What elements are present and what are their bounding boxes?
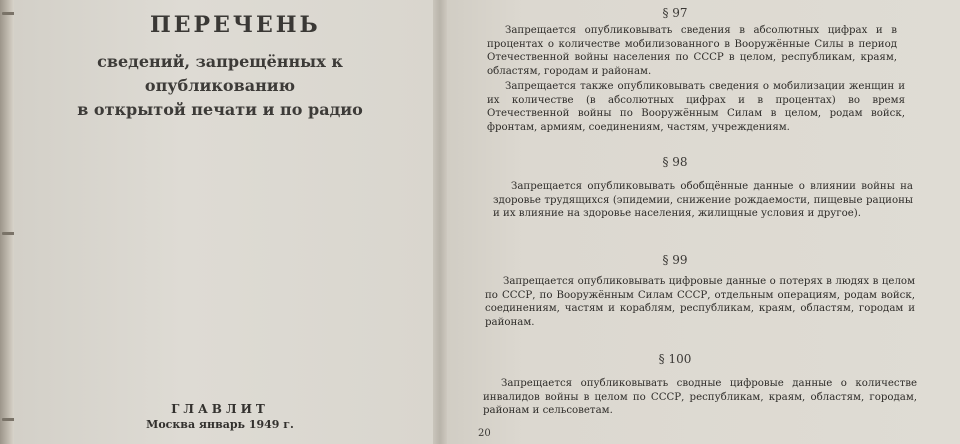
section-98-paragraph-1: Запрещается опубликовывать обобщённые данные о влиянии войны на здоровье трудящихся (эпидемии, снижение рождаемости, пищевые рационы и их влияние на здоровье населения, жилищные условия и другое). — [493, 181, 913, 220]
section-97-paragraph-1: Запрещается опубликовывать сведения в абсолютных цифрах и в процентах о количестве мобилизованного в Вооружённые Силы в период Отечественной войны населения по СССР в целом, республикам, краям, областям, городам и районам. — [487, 25, 897, 77]
subtitle-line: в открытой печати и по радио — [77, 100, 363, 119]
page-number: 20 — [478, 428, 491, 439]
section-heading-100: § 100 — [658, 352, 692, 366]
section-heading-98: § 98 — [662, 155, 688, 169]
section-heading-99: § 99 — [662, 253, 688, 267]
document-title: ПЕРЕЧЕНЬ — [150, 12, 321, 38]
document-subtitle — [40, 50, 400, 122]
section-97-paragraph-2: Запрещается также опубликовывать сведения о мобилизации женщин и их количестве (в абсолютных цифрах и в процентах) во время Отечественной войны по Вооружённым Силам в целом, родам войск, фронтам, армиям, соединениям, частям, учреждениям. — [487, 81, 905, 133]
section-100-paragraph-1: Запрещается опубликовывать сводные цифровые данные о количестве инвалидов войны в целом по СССР, республикам, краям, областям, городам, районам и сельсоветам. — [483, 378, 917, 417]
subtitle-line: сведений, запрещённых к опубликованию — [97, 52, 343, 95]
section-99-paragraph-1: Запрещается опубликовывать цифровые данные о потерях в людях в целом по СССР, по Вооружённым Силам СССР, отдельным операциям, родам войск, соединениям, частям и кораблям, республикам, краям, областям, городам и районам. — [485, 276, 915, 328]
section-heading-97: § 97 — [662, 6, 688, 20]
publisher-name: ГЛАВЛИТ — [171, 402, 269, 416]
binding-edge — [0, 0, 14, 444]
book-gutter — [433, 0, 447, 444]
publication-imprint: Москва январь 1949 г. — [146, 418, 294, 431]
